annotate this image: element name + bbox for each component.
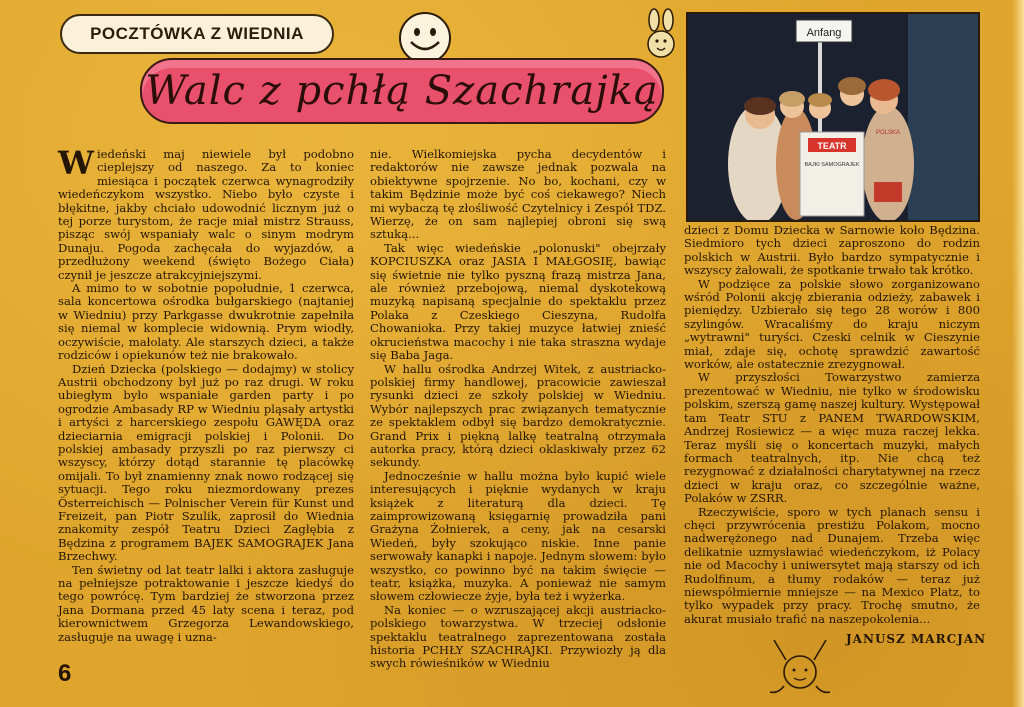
child-doodle-icon: [760, 628, 840, 700]
paragraph: W hallu ośrodka Andrzej Witek, z austriacko-polskiej firmy handlowej, pracowicie zawieszał rysunki dzieci ze szkoły polskiej w Wiedniu. Wybór najlepszych prac związanych tematycznie ze spektaklem odbył się bardzo demokratycznie. Grand Prix i piękną lalkę teatralną otrzymała autorka pracy, którą dzieci oklaskiwały przez 62 sekundy.: [370, 361, 666, 470]
article-photo: [686, 12, 980, 222]
paragraph: dzieci z Domu Dziecka w Sarnowie koło Będzina. Siedmioro tych dzieci zaproszono do rodzin polskich w Austrii. Było bardzo sympatycznie i wszyscy żałowali, że spotkanie trwało tak krótko.: [684, 223, 980, 278]
page-number: 6: [58, 660, 72, 687]
paragraph: W podzięce za polskie słowo zorganizowano wśród Polonii akcję zbierania odzieży, zabawek i pieniędzy. Uzbierało się tego 28 worów i 800 szylingów. Wracaliśmy do kraju niczym „wytrawni" turyści. Czeski celnik w Cieszynie miał, zdaje się, ochotę sprawdzić zawartość worków, ale ostatecznie zrezygnował.: [684, 276, 980, 372]
paragraph: A mimo to w sobotnie popołudnie, 1 czerwca, sala koncertowa ośrodka bułgarskiego (najtaniej w Wiedniu) przy Parkgasse dwukrotnie zapełniła się niemal w komplecie widownią. Prym wiodły, oczywiście, małolaty. Ale starszych dzieci, a także rodziców i opiekunów też nie brakowało.: [58, 281, 354, 363]
page-edge: [1012, 0, 1024, 707]
article-column-1: [58, 144, 354, 644]
article-column-2: [370, 148, 666, 671]
paragraph: Ten świetny od lat teatr lalki i aktora zasługuje na pełniejsze potraktowanie i jeszcze kiedyś do tego powrócę. Tym bardziej że stworzona przez Jana Dormana przed 45 laty scena i teraz, pod kierownictwem Grzegorza Lewandowskiego, zasługuje na uwagę i uzna-: [58, 562, 354, 644]
paragraph: nie. Wielkomiejska pycha decydentów i redaktorów nie zawsze jednak pozwala na obiektywne spojrzenie. No bo, kochani, czy w takim Będzinie może być coś ciekawego? Niech mi wybaczą tę złośliwość Czytelnicy i Zespół TDZ. Wierzę, że on sam najlepiej obroni się swą sztuką...: [370, 147, 666, 242]
paragraph-text: iedeński maj niewiele był podobno cieplejszy od naszego. Za to koniec miesiąca i początek czerwca wynagrodziły wiedeńczykom wszystko. Niebo było czyste i błękitne, jakby chciało udowodnić licznym już o tej porze turystom, że racje miał mistrz Strauss, pisząc swój wspaniały walc o sinym modrym Dunaju. Pogoda zachęcała do wyjazdów, a przedłużony weekend (święto Bożego Ciała) czynił je jeszcze atrakcyjniejszymi.: [58, 147, 354, 282]
photo-board-line: BAJKI SAMOGRAJEK: [804, 162, 860, 168]
paragraph: W przyszłości Towarzystwo zamierza prezentować w Wiedniu, nie tylko w środowisku polskim, szerszą gamę naszej kultury. Występował tam Teatr STU z PANEM TWARDOWSKIM, Andrzej Rosiewicz — a więc muza raczej lekka. Teraz myśli się o koncertach muzyki, małych formach teatralnych, itp. Nie chcą też rezygnować z działalności charytatywnej na rzecz dzieci w kraju oraz, co szczególnie ważne, Polaków w ZSRR.: [684, 370, 980, 506]
paragraph: Na koniec — o wzruszającej akcji austriacko-polskiego towarzystwa. W trzeciej odsłonie spektaklu teatralnego zaprezentowana została historia PCHŁY SZACHRAJKI. Przywiozły ją dla swych rówieśników w Wiedniu: [370, 602, 666, 671]
photo-board-title: TEATR: [817, 141, 847, 151]
paragraph: [58, 144, 354, 282]
paragraph: Dzień Dziecka (polskiego — dodajmy) w stolicy Austrii obchodzony był już po raz drugi. W roku ubiegłym było wspaniałe garden party i po ogrodzie Ambasady RP w Wiedniu pląsały artystki i artyści z harcerskiego zespołu GAWĘDA oraz dzieciarnia emigracji polskiej i Polonii. Do polskiej ambasady przyszli po raz pierwszy ci wszyscy, którzy dotąd starannie tę placówkę omijali. To był znamienny znak nowo rodzącej się sytuacji. Tego roku niezmordowany prezes Österreichisch — Polnischer Verein für Kunst und Freizeit, pan Piotr Szulik, zaprosił do Wiednia znakomity zespół Teatru Dzieci Zagłębia z Będzina z programem BAJEK SAMOGRAJEK Jana Brzechwy.: [58, 361, 354, 564]
section-label: POCZTÓWKA Z WIEDNIA: [60, 14, 334, 54]
article-title: Walc z pchłą Szachrajką: [140, 58, 664, 124]
article-column-3: [684, 224, 980, 626]
paragraph: Rzeczywiście, sporo w tych planach sensu i chęci przywrócenia prestiżu Polakom, mocno nadwerężonego nad Dunajem. Trzeba więc delikatnie uzmysławiać wiedeńczykom, iż Polacy nie od Macochy i uniwersytet mają starszy od ich Rudolfinum, a tłumy rodaków — teraz już niewspółmiernie mniejsze — na Mexico Platz, to tylko wypadek przy pracy. Trochę smutno, że akurat musiało trafić na naszepokolenia...: [684, 504, 980, 626]
paragraph: Tak więc wiedeńskie „polonuski" obejrzały KOPCIUSZKA oraz JASIA I MAŁGOSIĘ, bawiąc się świetnie nie tylko pyszną frazą mistrza Jana, ale również przebojową, niemal dyskotekową muzyką napisaną specjalnie do spektaklu przez Polaka z Czeskiego Cieszyna, Rudolfa Chowanioka. Przy takiej muzyce łatwiej znieść okrucieństwa macochy i nie taka straszna wydaje się Baba Jaga.: [370, 240, 666, 363]
photo-board-side: POLSKA: [875, 130, 901, 136]
bunny-doodle-icon: [638, 8, 684, 62]
drop-cap: W: [58, 144, 94, 182]
photo-children-with-board: [688, 14, 978, 220]
photo-sign-text: Anfang: [806, 27, 842, 39]
paragraph: Jednocześnie w hallu można było kupić wiele interesujących i pięknie wydanych w kraju książek z literaturą dla dzieci. Tę zaimprowizowaną księgarnię prowadziła pani Grażyna Żołnierek, a ceny, jak na cesarski Wiedeń, były szokująco niskie. Inne panie serwowały kanapki i napoje. Jednym słowem: było wszystko, co powinno być na takim święcie — teatr, książka, muzyka. A ponieważ nie samym słowem człowiecze żyje, była też i wyżerka.: [370, 468, 666, 604]
article-author: JANUSZ MARCJAN: [846, 632, 987, 646]
